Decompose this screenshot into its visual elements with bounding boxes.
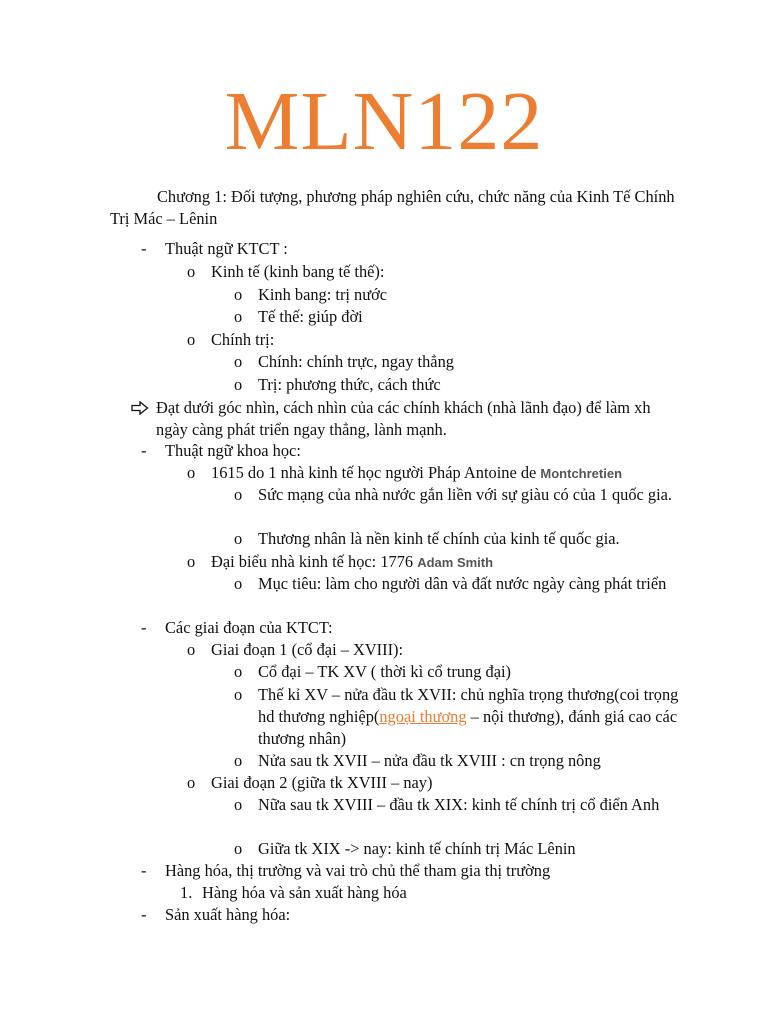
- circle-bullet: o: [187, 640, 196, 659]
- list-item: Giai đoạn 2 (giữa tk XVIII – nay): [211, 773, 433, 792]
- list-item: Giai đoạn 1 (cổ đại – XVIII):: [211, 640, 404, 659]
- square-bullet: o: [234, 352, 243, 371]
- dash-bullet: -: [141, 618, 147, 637]
- list-item: Hàng hóa, thị trường và vai trò chủ thể tham gia thị trường: [165, 861, 551, 880]
- list-item: [211, 462, 622, 485]
- list-item: Thuật ngữ KTCT :: [165, 239, 288, 258]
- economist-name: Adam Smith: [417, 555, 494, 570]
- circle-bullet: o: [187, 330, 196, 349]
- list-item: Giữa tk XIX -> nay: kinh tế chính trị Mác Lênin: [258, 839, 576, 858]
- square-bullet: o: [234, 751, 243, 770]
- list-item-text: Thế kỉ XV – nửa đầu tk XVII: chủ nghĩa trọng thương(coi trọng hd thương nghiệp(: [258, 685, 679, 726]
- square-bullet: o: [234, 662, 243, 681]
- list-item: Nữa sau tk XVIII – đầu tk XIX: kinh tế chính trị cổ điển Anh: [258, 795, 660, 814]
- list-item: Trị: phương thức, cách thức: [258, 375, 441, 394]
- list-item: [258, 684, 688, 750]
- list-item: Hàng hóa và sản xuất hàng hóa: [202, 883, 407, 902]
- list-item: [211, 551, 493, 574]
- circle-bullet: o: [187, 463, 196, 482]
- list-item: Kinh tế (kinh bang tế thế):: [211, 262, 385, 281]
- square-bullet: o: [234, 685, 243, 704]
- circle-bullet: o: [187, 552, 196, 571]
- circle-bullet: o: [187, 773, 196, 792]
- dash-bullet: -: [141, 861, 147, 880]
- list-item: Thuật ngữ khoa học:: [165, 441, 301, 460]
- square-bullet: o: [234, 307, 243, 326]
- list-item: Chính trị:: [211, 330, 275, 349]
- list-item: Sức mạng của nhà nước gắn liền với sự giàu có của 1 quốc gia.: [258, 485, 673, 504]
- list-item: Nửa sau tk XVII – nửa đầu tk XVIII : cn trọng nông: [258, 751, 601, 770]
- square-bullet: o: [234, 795, 243, 814]
- list-item-text: – nội thương), đánh giá cao các thương nhân): [258, 707, 678, 748]
- square-bullet: o: [234, 375, 243, 394]
- list-item: Thương nhân là nền kinh tế chính của kinh tế quốc gia.: [258, 529, 620, 548]
- ngoai-thuong-link[interactable]: ngoại thương: [379, 707, 467, 726]
- square-bullet: o: [234, 574, 243, 593]
- chapter-heading: Chương 1: Đối tượng, phương pháp nghiên cứu, chức năng của Kinh Tế Chính Trị Mác – Lênin: [110, 187, 675, 228]
- list-item-text: Đại biểu nhà kinh tế học: 1776: [211, 552, 414, 571]
- economist-name: Montchretien: [540, 466, 623, 481]
- square-bullet: o: [234, 485, 243, 504]
- list-item: Cổ đại – TK XV ( thời kì cổ trung đại): [258, 662, 511, 681]
- list-item: Tế thế: giúp đời: [258, 307, 363, 326]
- square-bullet: o: [234, 285, 243, 304]
- arrow-right-icon: [131, 401, 149, 415]
- dash-bullet: -: [141, 441, 147, 460]
- list-number: 1.: [180, 883, 193, 902]
- list-item: Sản xuất hàng hóa:: [165, 905, 291, 924]
- list-item: Các giai đoạn của KTCT:: [165, 618, 333, 637]
- dash-bullet: -: [141, 905, 147, 924]
- list-item: Chính: chính trực, ngay thẳng: [258, 352, 454, 371]
- list-item-text: 1615 do 1 nhà kinh tế học người Pháp Antoine de: [211, 463, 537, 482]
- dash-bullet: -: [141, 239, 147, 258]
- list-item: Kinh bang: trị nước: [258, 285, 388, 304]
- conclusion-paragraph: Đạt dưới góc nhìn, cách nhìn của các chính khách (nhà lãnh đạo) để làm xh ngày càng phát triển ngay thẳng, lành mạnh.: [156, 398, 651, 439]
- square-bullet: o: [234, 839, 243, 858]
- square-bullet: o: [234, 529, 243, 548]
- list-item: Mục tiêu: làm cho người dân và đất nước ngày càng phát triển: [258, 574, 667, 593]
- document-title: MLN122: [224, 75, 544, 168]
- circle-bullet: o: [187, 262, 196, 281]
